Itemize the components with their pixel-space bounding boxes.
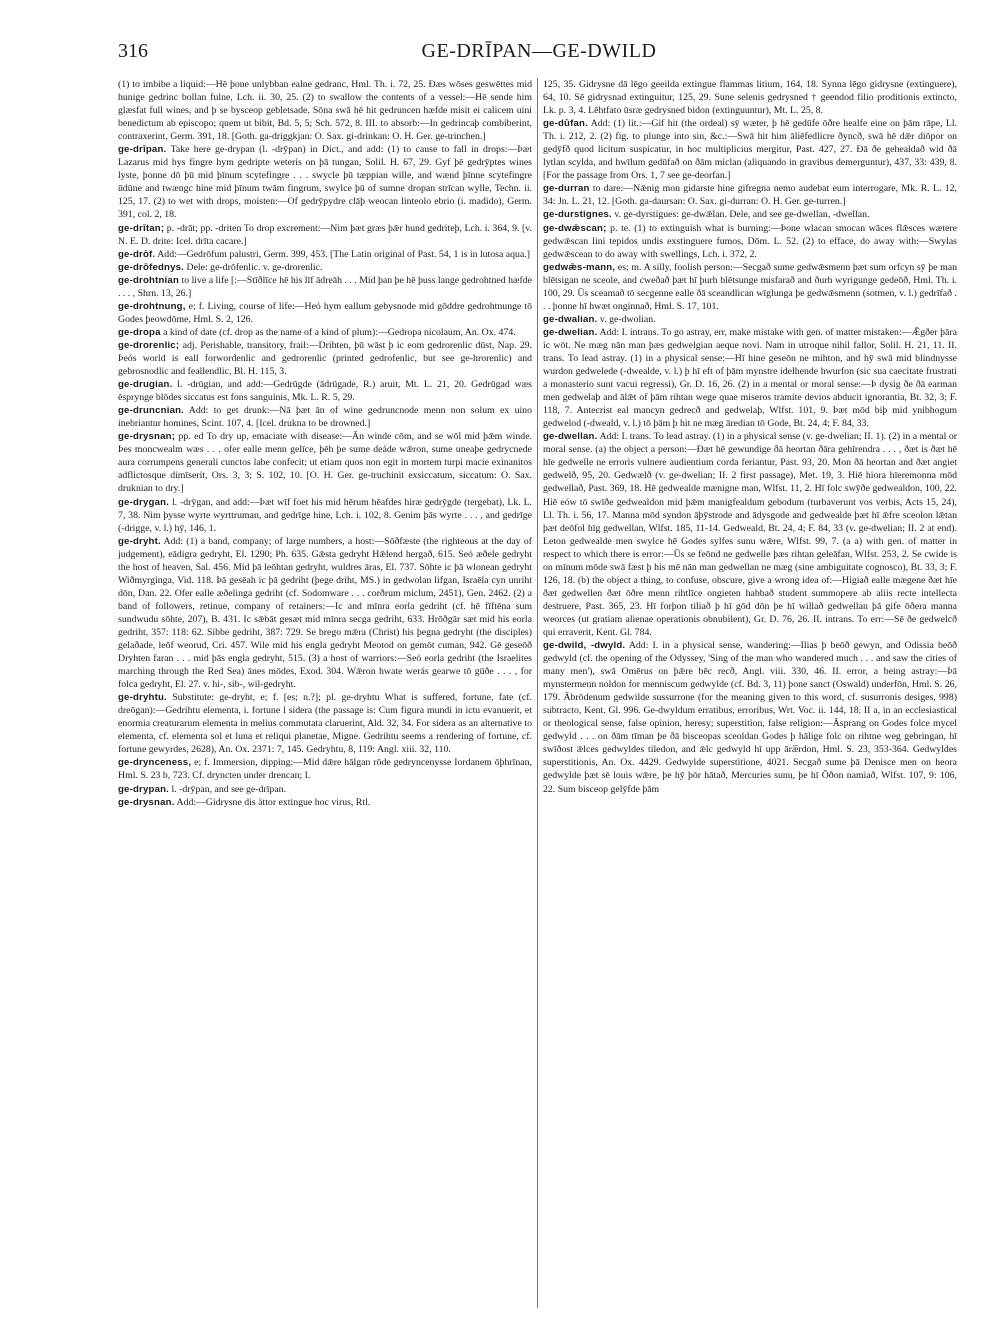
entry-text: Add:—Gedrōfum palustri, Germ. 399, 453. [The Latin original of Past. 54, 1 is in lutosa aqua.] (157, 248, 530, 260)
entry-text: p. te. (1) to extinguish what is burning:—Þone wlacan smocan wāces flǣsces wætere gedwǣscan lini tepidos undis exstinguere fumos, Dōm. L. 52. (2) to efface, do away with:—Swylas gedwǣscean to do away with swellings, Lch. i. 372, 2. (543, 222, 957, 260)
entry-headword: ge-drōf. (118, 248, 156, 260)
entry-text: Add: I. in a physical sense, wandering:—Ilias þ beōð gewyn, and Odissia beōð gedwyld (cf. the opening of the Odyssey, 'Sing of the man who wandered much . . . and saw the cities of many men'), swā Omērus on þǣre bēc recð, Angl. viii. 330, 46. II. error, a being astray:—Þā mynstermenn noldon for menniscum gedwylde (cf. Bd. 3, 11) þone sanct (Oswald) underfōn, Hml. S. 26, 179. Ābrōdenum gedwilde sussurrone (for the meaning given to this word, cf. susurronis desiges, 998) subtracto, Kent. Gl. 996. Ge-dwyldum erratibus, erroribus, Wrt. Voc. ii. 144, 18. II a, in an ecclesiastical or theological sense, false opinion, heresy; superstition, false religion:—Āsprang on Godes folce mycel gedwyld . . . on ðām tīman þe ðā bisceopas sceoldan Godes þ hālige folc on rihtne weg gebringan, hī swīðost ǣlces gedwyldes tiledon, and ǣlc gedwyld hī upp āræ̅rdon, Hml. S. 23, 353-364. Gedwyldes superstitionis, An. Ox. 4429. Gedwylde superstitione, 4021. Secgað sume þā Denisce men on heora gedwylde þæt sē louis wǣre, þe hȳ þōr hātað, Mercuries sunu, þe hī Ōðon namiað, Wlfst. 107, 9: 106, 22. Sum bisceop gelȳfde þām (543, 640, 957, 795)
entry-headword: ge-durstignes. (543, 209, 612, 221)
entry-headword: ge-drypan. (118, 783, 170, 795)
dictionary-entry (543, 313, 957, 326)
entry-text: to dare:—Nǣnig mon gidarste hine gifregna nemo audebat eum interrogare, Mk. R. L. 12, 34: Jn. L. 21, 12. [Goth. ga-daursan: O. Sax. gi-durran: O. H. Ger. ge-turren.] (543, 183, 957, 208)
entry-headword: ge-dropa (118, 326, 161, 338)
dictionary-entry (543, 430, 957, 639)
page-number: 316 (118, 40, 148, 62)
entry-text: pp. ed To dry up, emaciate with disease:—Ān winde cōm, and se wōl mid þǣm winde. Þes moncwealm wæs . . . ofer ealle menn gelīce, þēh þe sume deáde wǣron, sume uneaþe gedrycnede aura corrumpens generali cunctos labe confecit; ut etiam quos non egit in mortem turpi macie exinanitos adflictosque dimīserit, Ors. 3, 3; S. 102, 10. [O. H. Ger. ge-truchinit exsiccatum, siccatum: O. Sax. druknian to dry.] (118, 431, 532, 495)
entry-text: Add:—Gidrysne dis ättor extingue hoc virus, Rtl. (176, 796, 371, 808)
entry-headword: ge-drorenlic; (118, 339, 180, 351)
dictionary-entry (118, 378, 532, 404)
dictionary-entry (118, 691, 532, 756)
dictionary-entry (118, 404, 532, 430)
entry-headword: ge-dwalian. (543, 313, 598, 325)
dictionary-entry (543, 222, 957, 261)
dictionary-entry (543, 326, 957, 430)
entry-headword: ge-drīpan. (118, 144, 167, 156)
right-column (543, 78, 957, 1318)
running-head: GE-DRĪPAN—GE-DWILD (421, 40, 657, 62)
entry-text: Substitute: ge-dryht, e; f. [es; n.?]; pl. ge-dryhtu What is suffered, fortune, fate (cf. dreōgan):—Gedrihtu elementa, i. fortune l sidera (the passage is: Cum figura mundi in ictu evanuerit, et enormia creaturarum elementa in melius commutata claruerint, Ald. 32, 34. For sidera as an alternative to elementa, cf. elementa sol et luna et reliqui planetae, Migne. Gedrihtu seems a rendering of fortune, cf. fortune gewyrdes, 2628), An. Ox. 2371: 7, 145. Gedryhtu, 8, 119: Angl. xiii. 32, 110. (118, 692, 532, 756)
entry-text: p. -drāt; pp. -driten To drop excrement:—Nim þæt græs þǣr hund gedriteþ, Lch. i. 364, 9. [v. N. E. D. drite: Icel. drīta cacare.] (118, 222, 532, 247)
entry-text: Add: (1) a band, company; of large numbers, a host:—Sōðfæste (the righteous at the day of judgement), eādigra gedryht, El. 1290; Ph. 635. Gǣsta gedryht Hǣlend hergað, 615. Seó æðele gedryht the host of heaven, Sal. 456. Mid þā leōhtan gedryht, wuldres āras, El. 737. Sōhte ic þā wlonean gedryht Wiðmyrgingа, Vid. 118. Þā gesēah ic þā gedriht (þege driht, MS.) in gedwolan lifgan, Israēla cyn unriht dōn, Dan. 22. Ofer ealle æðelinga gedriht (cf. Sodomware . . . corðrum miclum, 2451), Gen. 2462. (2) a band of followers, retinue, company of retainers:—Ic and mīnra eorla gedriht (cf. hē fīftēna sum sundwudu sōhte, 207), B. 431. Ic sǣbāt gesæt mid mīnra secga gedriht, 633. Hrōðgār sæt mid his eorla gedriht, 357: 118: 62. Sibbe gedriht, 387: 729. Se brego mǣra (Christ) his þegna gedryht (the disciples) gelaðade, leōf weorud, Cri. 457. Wile mid his engla gedryht Meotod on gemōt cuman, 942. Gē geseōð Dryhten faran . . . mid þās engla gedryht, 515. (3) a host of warriors:—Seó eorla gedriht (the Israelites marching through the Red Sea) ānes mōdes, Exod. 304. Wǣron hwate werás gearwe tō gūðe . . . , for folca gedryht, El. 27. v. hi-, sib-, wil-gedryht. (118, 535, 532, 691)
dictionary-entry (543, 117, 957, 182)
entry-text: 125, 35. Gidrysne dā lēgo geeilda extingue flammas litium, 164, 18. Synna lēgo gidrysne (extinguere), 64, 10. Sē gidrysnad extinguitur, 125, 29. Sune selenis gedrysned † geendod filio proditionis extincto, Lk. p. 3, 4. Lēhtfato ūsræ gedrysned bidon (extinguuntur), Mt. L. 25, 8. (543, 79, 957, 117)
entry-text: Add: (1) lit.:—Gif hit (the ordeal) sȳ wæter, þ hē gedūfe ōðre healfe eine on þām rāpe, Ll. Th. i. 212, 2. (2) fig. to plunge into sin, &c.:—Swā hit him āliēfedlicre ðyncð, swā hē dǣr diōpor on gedȳfð quod licitum suspicatur, in hoc multiplicius mergitur, Past. 427, 27. Ðā ðe gehealdað wid ðā lytlan scylda, and hwīlum gedūfað on ðām miclan (aliquando in gravibus demerguntur), 437, 33: 439, 8. [For the passage from Ors. 1, 7 see ge-deorfan.] (543, 118, 957, 182)
entry-headword: ge-drugian. (118, 379, 173, 391)
dictionary-entry (118, 143, 532, 221)
entry-text: l. -drūgian, and add:—Gedrūgde (ādrūgade, R.) aruit, Mt. L. 21, 20. Gedrūgad wæs ēspryngе blōdes siccatus est fons sanguinis, Mk. L. R. 5, 29. (118, 379, 532, 404)
entry-text: Take here ge-drypan (l. -drȳpan) in Dict., and add: (1) to cause to fall in drops:—Þæt Lazarus mid hys fingre hym gedripte weteris on þā tungan, Solil. H. 67, 29. Gyf þē gedrȳptes wines lyste, þonne dō þū mid þīnum scytefingre . . . swycle þū tæppian wille, and wænd þīnne scytefingre ūdūne and twængc hine mid þīnum twām fingrum, swylce þū of sumne dropan strīcan wylle, Techn. ii. 125, 17. (2) to wet with drops, moisten:—Of gedrȳpydre clāþ weocan linteolo ebrio (i. madido), Germ. 391, col. 2, 18. (118, 144, 532, 221)
dictionary-entry (118, 248, 532, 261)
entry-headword: ge-drohtnung, (118, 300, 186, 312)
entry-text: l. -drȳpan, and see ge-drīpan. (171, 783, 287, 795)
dictionary-entry (118, 274, 532, 300)
entry-text: l. -drȳgan, and add:—Þæt wīf foet his mid hērum hēafdes hiræ gedrȳgde (tergebat), Lk. L. 7, 38. Nim þysse wyrte wyrttruman, and gedrīge hine, Lch. i. 102, 8. Genim þās wyrte . . . , and gedrīge (-drigge, v. l.) hȳ, 146, 1. (118, 496, 532, 534)
dictionary-entry (118, 430, 532, 495)
entry-text: adj. Perishable, transitory, frail:—Drihten, þū wāst þ ic eom gedrorenlic dūst, Nap. 29. Þeós world is eall forwordenlic and gedrorenlic (printed gedrofenlic, but see ge-hrorenlic) and gebrosnodlic and feallendlic, Bl. H. 115, 3. (118, 339, 532, 378)
entry-headword: gedwǣs-mann, (543, 261, 616, 273)
entry-headword: ge-drōfednys. (118, 261, 185, 273)
column-rule (537, 78, 538, 1308)
dictionary-entry (118, 222, 532, 248)
dictionary-entry (543, 78, 957, 117)
entry-headword: ge-dwellan. (543, 431, 598, 443)
entry-headword: ge-drohtnian (118, 274, 180, 286)
dictionary-entry (118, 261, 532, 274)
entry-headword: ge-dwǣscan; (543, 222, 607, 234)
page-header (118, 40, 960, 66)
entry-text: es; m. A silly, foolish person:—Secgað sume gedwǣsmenn þæt sum orfcyn sȳ þe man blētsigan ne sceole, and cweðað þæt hī þurh blētsunge misfarað and ðurh wyrigunge gedeōð, Hml. Th. i. 100, 29. Ūs sceamað tō secgenne ealle ðā sceandlican wīglunga þe gedwǣsmenn (sotmen, v. l.) gedrīfað . . . þonne hī hwæt onginnað, Hml. S. 17, 101. (543, 261, 957, 312)
entry-headword: ge-drynceness, (118, 757, 192, 769)
entry-text: Dele: ge-drōfenlic. v. ge-drorenlic. (186, 261, 323, 273)
dictionary-entry (543, 261, 957, 313)
entry-headword: ge-durran (543, 183, 590, 195)
dictionary-entry (118, 783, 532, 796)
entry-text: to live a life [:—Stīðlīce hē his līf ādreāh . . . Mid þan þe hē þuss lange gedrohtned hæfde . . . , Shrn. 13, 26.] (118, 274, 532, 299)
entry-text: Add: I. trans. To lead astray. (1) in a physical sense (v. ge-dwelian; II. 1). (2) in a mental or moral sense. (a) the object a person:—Ðæt hē gewundige ðā heortan ðāra gehīrendra . . . , ðæt is ðæt hē hīe gedwelle ne erroris vulnere audientium corda feriantur, Past. 93, 20. Mon ðā heortan and ðæt angiet gedwelð, 95, 20. Gedwælð (v. ge-dwelian; II. 2 first passage), Met. 19, 3. Hiē hiora hīeremonna mōd gedwellað, Past. 369, 18. Hē gedwealde mænigne man, Wlfst. 11, 2. Hī folc swȳðe gedwealdon, 100, 22. Hiē eów tō swīðe gedwealdon mid þǣm manigfealdum gebodum (turbaverunt vos verbis, Acts 15, 24), Ll. Th. i. 56, 17. Manna mōd syndon āþȳstrode and ādysgode and gedwealde þæt hī ǣfre sceolon lǣtan þæt deōfol hīg gedwellan, Wlfst. 185, 11-14. Gedweald, Bt. 24, 4; F. 84, 33 (v. ge-dwelian; II. 2 at end). Leton gedwealde men swylce hē Godes sylfes sunu wǣre, Wlfst. 99, 7. (a a) with gen. of matter in respect to which there is error:—Ūs se feōnd ne gedwelle þæs rihtan geleāfan, Wlfst. 253, 2. Se cwide is on mīnum mōde swā fæst þ his mē nān man gedwellan ne mæg (sine ambiguitate cognosco), Bt. 33, 3; F. 126, 18. (b) the object a thing, to confuse, obscure, give a wrong idea of:—Higiað ealle mægene ðæt hīe ðæt gedwellen ðæt ōðre menn rihtlīce ongieten habbað student summopere ab aliis recte intellecta destruere, Past. 365, 23. Hī forþon tiliað þ hī gōd dōn þe hī willað gedwellan þā gife ōðera manna weorces (ut gratiam alienae operationis obnubilent), Gr. D. 76, 26. II. intrans. To err:—Sē ðe gedwelcð qui erraverit, Kent. Gl. 784. (543, 431, 957, 638)
dictionary-entry (118, 78, 532, 143)
entry-text: Add: I. intrans. To go astray, err, make mistake with gen. of matter mistaken:—Ǣgðer þāra ic wōt. Ne mæg nān man þæs gedwelgian aeque novi. Nam in utroque nihil fallor, Solil. H. 21, 11. II. trans. To lead astray. (1) in a physical sense:—Hī hine geseōn ne mihton, and hȳ swā mid blindnysse wurdon gedwelede (-dwealde, v. l.) þ hī eft of þām mynstre idelhende hwurfon (sic sua caecitate frustrati a monasterio sunt vacui regressi), Gr. D. 16, 26. (2) in a mental or moral sense:—Þ dysig ðe ðā earman men gedwelaþ and ālǣt of þām rihtan wege quae miseros tramite devios abducit ignorantia, Bt. 32, 3; F. 118, 7. Antecrist eal mancyn gedrecð and gedwelaþ, Wlfst. 101, 9. Þæt mōd biþ mid ynibhogum gedwelod (-dweald, v. l.) tō þām þ hit ne mæg āredian tō Gode, Bt. 24, 4; F. 84, 33. (543, 326, 957, 430)
entry-text: e; f. Immersion, dipping:—Mid dǣre hālgan rōde gedryncenysse Iordanem ōþhrīnan, Hml. S. 23 b, 723. Cf. dryncten under drencan; I. (118, 757, 532, 782)
entry-headword: ge-druncnian. (118, 405, 185, 417)
entry-text: e; f. Living, course of life:—Heó hym eallum gebysnode mid gōddre gedrohtnunge tō Godes þeowdōme, Hml. S. 2, 126. (118, 300, 532, 325)
entry-text: a kind of date (cf. drop as the name of a kind of plum):—Gedropa nicolaum, An. Ox. 474. (163, 326, 516, 338)
entry-text: (1) to imbibe a liquid:—Hē þone unlybban ealne gedranc, Hml. Th. i. 72, 25. Ðæs wōses geswēttes mid hunige gedrinc bollan fulne, Lch. ii. 30, 25. (2) to swallow the contents of a vessel:—Hē sende him glæsfat full wines, and þ se bysceop gebletsade. Sōna swā hē hit gedruncen hæfde misit ei calicem uini benedictum ab episcopo; quem ut bibit, Bd. 5, 5; Sch. 572, 8. III. to absorb:—In gedrincaþ combiberint, contraxerint, Germ. 391, 18. [Goth. ga-driggkjan: O. Sax. gi-drinkan: O. H. Ger. ge-trinchen.] (118, 79, 532, 143)
entry-text: v. ge-dwolian. (599, 313, 656, 325)
entry-headword: ge-dryhtu. (118, 692, 167, 704)
entry-text: v. ge-dyrstigues: ge-dwǣlan. Dele, and see ge-dwellan, -dwellan. (614, 209, 870, 221)
entry-headword: ge-dryht. (118, 535, 161, 547)
entry-headword: ge-drygan. (118, 496, 170, 508)
entry-text: Add: to get drunk:—Nā þæt ān of wine gedruncnode menn non solum ex uino inebriantur homines, Scint. 107, 4. [Icel. drukna to be drowned.] (118, 405, 532, 430)
entry-headword: ge-dwild, -dwyld. (543, 640, 626, 652)
dictionary-entry (118, 326, 532, 339)
dictionary-entry (118, 300, 532, 326)
entry-headword: ge-dūfan. (543, 118, 588, 130)
entry-headword: ge-dwelian. (543, 326, 598, 338)
dictionary-entry (543, 208, 957, 221)
dictionary-entry (543, 182, 957, 208)
dictionary-entry (118, 339, 532, 378)
dictionary-entry (118, 535, 532, 692)
dictionary-entry (118, 496, 532, 535)
dictionary-entry (118, 796, 532, 809)
dictionary-entry (118, 756, 532, 782)
dictionary-entry (543, 639, 957, 796)
left-column (118, 78, 532, 1318)
entry-headword: ge-drysnan; (118, 431, 176, 443)
entry-headword: ge-drysnan. (118, 796, 175, 808)
entry-headword: ge-drītan; (118, 222, 165, 234)
